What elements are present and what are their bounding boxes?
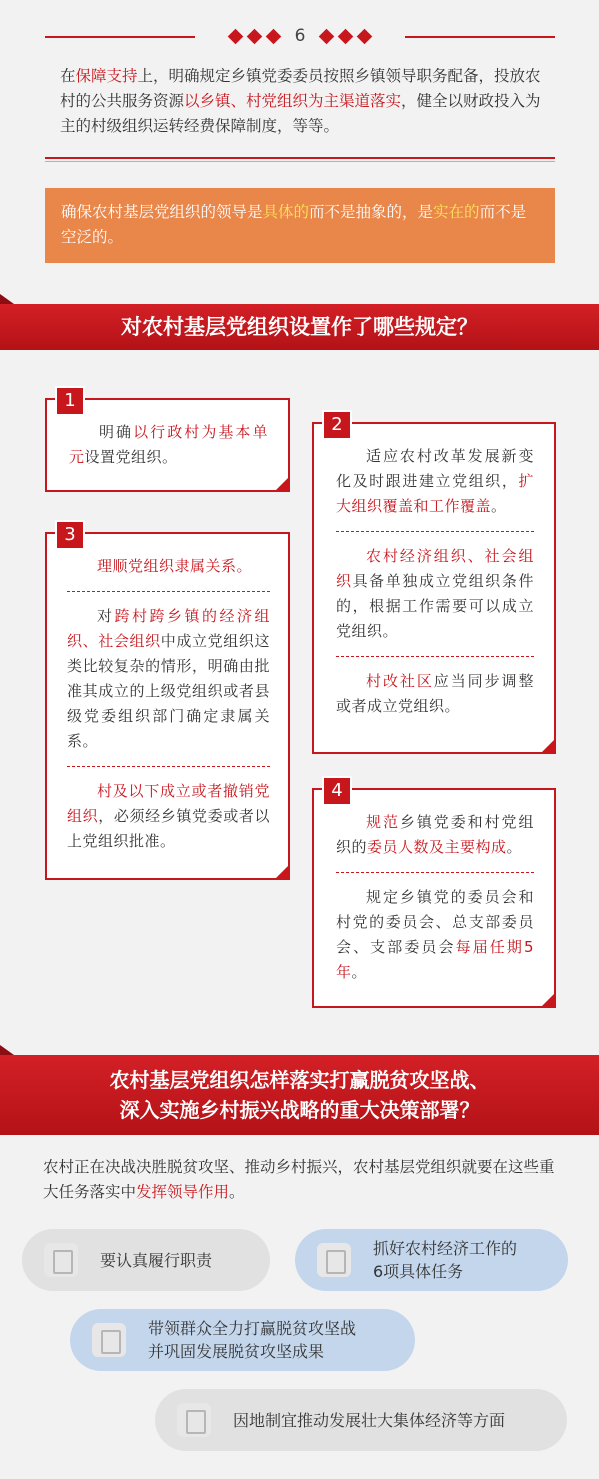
text-run: 应当同步调整或者成立党组织。 xyxy=(336,672,534,715)
banner-title-line-1: 农村基层党组织怎样落实打赢脱贫攻坚战、 xyxy=(109,1068,490,1092)
text-run: 。 xyxy=(506,838,523,856)
highlight-box xyxy=(45,188,555,263)
highlight-text: 发挥领导作用 xyxy=(136,1183,230,1201)
books-stack-icon xyxy=(177,1403,211,1437)
card-number-badge: 3 xyxy=(55,520,85,550)
rule-card-1 xyxy=(45,390,290,492)
text-run: 。 xyxy=(229,1183,245,1201)
banner-title: 对农村基层党组织设置作了哪些规定？ xyxy=(121,315,478,339)
highlight-text: 委员人数及主要构成 xyxy=(367,838,507,856)
highlight-text: 理顺党组织隶属关系。 xyxy=(97,557,253,575)
diamond-icon xyxy=(319,28,335,44)
text-run: 明确 xyxy=(99,423,134,441)
diamond-icon xyxy=(338,28,354,44)
highlight-text: 以行政村为基本单元 xyxy=(69,423,268,466)
card-paragraph xyxy=(336,885,534,985)
text-run: 而不是空泛的。 xyxy=(61,203,527,246)
diamond-icon xyxy=(357,28,373,44)
text-run: 农村正在决战决胜脱贫攻坚、推动乡村振兴，农村基层党组织就要在这些重大任务落实中 xyxy=(43,1158,555,1201)
dashed-divider xyxy=(336,531,534,532)
card-paragraph xyxy=(67,779,270,854)
text-run: 设置党组织。 xyxy=(84,448,178,466)
notepad-icon xyxy=(317,1243,351,1277)
highlight-text: 村改社区 xyxy=(366,672,434,690)
card-body xyxy=(69,420,268,470)
task-label xyxy=(100,1249,212,1272)
card-body xyxy=(336,810,534,985)
text-run: ，健全以财政投入为主的村级组织运转经费保障制度，等等。 xyxy=(60,92,541,135)
task-label-line: 因地制宜推动发展壮大集体经济等方面 xyxy=(233,1410,506,1430)
card-number-badge: 1 xyxy=(55,386,85,416)
text-run: 对 xyxy=(97,607,115,625)
highlight-text: 扩大组织覆盖和工作覆盖 xyxy=(336,472,534,515)
highlight-text: 跨村跨乡镇的经济组织、社会组织 xyxy=(67,607,270,650)
divider-right xyxy=(405,36,555,38)
text-run: 具备单独成立党组织条件的，根据工作需要可以成立党组织。 xyxy=(336,572,534,640)
text-run: 乡镇党委和村党组织的 xyxy=(336,813,534,856)
card-body xyxy=(67,554,270,854)
corner-fold-icon xyxy=(540,738,556,754)
section-number-group xyxy=(195,22,405,50)
corner-fold-icon xyxy=(274,864,290,880)
section-banner-2 xyxy=(0,1055,599,1135)
text-run: 规定乡镇党的委员会和村党的委员会、总支部委员会、支部委员会 xyxy=(336,888,534,956)
card-paragraph xyxy=(67,604,270,754)
dashed-divider xyxy=(67,766,270,767)
highlight-text: 村及以下成立或者撤销党组织 xyxy=(67,782,270,825)
text-run: ，必须经乡镇党委或者以上党组织批准。 xyxy=(67,807,270,850)
highlight-text: 具体的 xyxy=(262,203,310,221)
dashed-divider xyxy=(336,872,534,873)
diamond-icon xyxy=(265,28,281,44)
card-number-badge: 2 xyxy=(322,410,352,440)
divider-left xyxy=(45,36,195,38)
card-paragraph xyxy=(336,669,534,719)
text-run: 中成立党组织这类比较复杂的情形，明确由批准其成立的上级党组织或者县级党委组织部门确定隶属关系。 xyxy=(67,632,270,750)
section-6-header xyxy=(45,22,555,50)
card-paragraph xyxy=(336,810,534,860)
task-pill-2 xyxy=(295,1229,568,1291)
diamond-icon xyxy=(227,28,243,44)
dashed-divider xyxy=(336,656,534,657)
task-label-line: 带领群众全力打赢脱贫攻坚战 xyxy=(148,1319,357,1338)
dashed-divider xyxy=(67,591,270,592)
text-run: 。 xyxy=(351,963,368,981)
section-intro-text xyxy=(43,1155,563,1205)
task-pill-1 xyxy=(22,1229,270,1291)
card-number-badge: 4 xyxy=(322,776,352,806)
diamond-icon xyxy=(246,28,262,44)
text-run: 确保农村基层党组织的领导是 xyxy=(61,203,263,221)
task-label-line: 抓好农村经济工作的 xyxy=(373,1239,518,1258)
highlight-text: 每届任期5年 xyxy=(336,938,534,981)
task-label xyxy=(373,1237,517,1283)
text-run: 上，明确规定乡镇党委委员按照乡镇领导职务配备，投放农村的公共服务资源 xyxy=(60,67,541,110)
highlight-text: 规范 xyxy=(366,813,400,831)
card-paragraph xyxy=(336,544,534,644)
rule-card-3 xyxy=(45,524,290,880)
section-6-text xyxy=(60,64,552,139)
text-run: 在 xyxy=(60,67,76,85)
task-label xyxy=(233,1409,505,1432)
section-banner xyxy=(0,304,599,350)
section-6-bottom-divider-thin xyxy=(45,161,555,162)
task-label-line: 6项具体任务 xyxy=(373,1262,464,1281)
corner-fold-icon xyxy=(540,992,556,1008)
text-run: 而不是抽象的，是 xyxy=(309,203,434,221)
task-label-line: 并巩固发展脱贫攻坚成果 xyxy=(148,1342,325,1361)
card-paragraph xyxy=(336,444,534,519)
text-run: 适应农村改革发展新变化及时跟进建立党组织， xyxy=(336,447,534,490)
rule-card-4 xyxy=(312,780,556,1008)
rule-card-2 xyxy=(312,414,556,754)
section-number: 6 xyxy=(294,26,306,46)
highlight-text: 保障支持 xyxy=(75,67,138,85)
card-body xyxy=(336,444,534,719)
text-run: 。 xyxy=(491,497,507,515)
section-6-bottom-divider xyxy=(45,157,555,159)
corner-fold-icon xyxy=(274,476,290,492)
highlight-text: 农村经济组织、社会组织 xyxy=(336,547,534,590)
banner-title-line-2: 深入实施乡村振兴战略的重大决策部署？ xyxy=(119,1098,480,1122)
card-paragraph xyxy=(69,420,268,470)
highlight-text: 以乡镇、村党组织为主渠道落实 xyxy=(184,92,402,110)
task-pill-4 xyxy=(155,1389,567,1451)
card-paragraph xyxy=(67,554,270,579)
book-icon xyxy=(92,1323,126,1357)
task-label-line: 要认真履行职责 xyxy=(100,1250,213,1270)
task-pill-3 xyxy=(70,1309,415,1371)
document-pen-icon xyxy=(44,1243,78,1277)
highlight-text: 实在的 xyxy=(433,203,480,221)
task-label xyxy=(148,1317,356,1363)
